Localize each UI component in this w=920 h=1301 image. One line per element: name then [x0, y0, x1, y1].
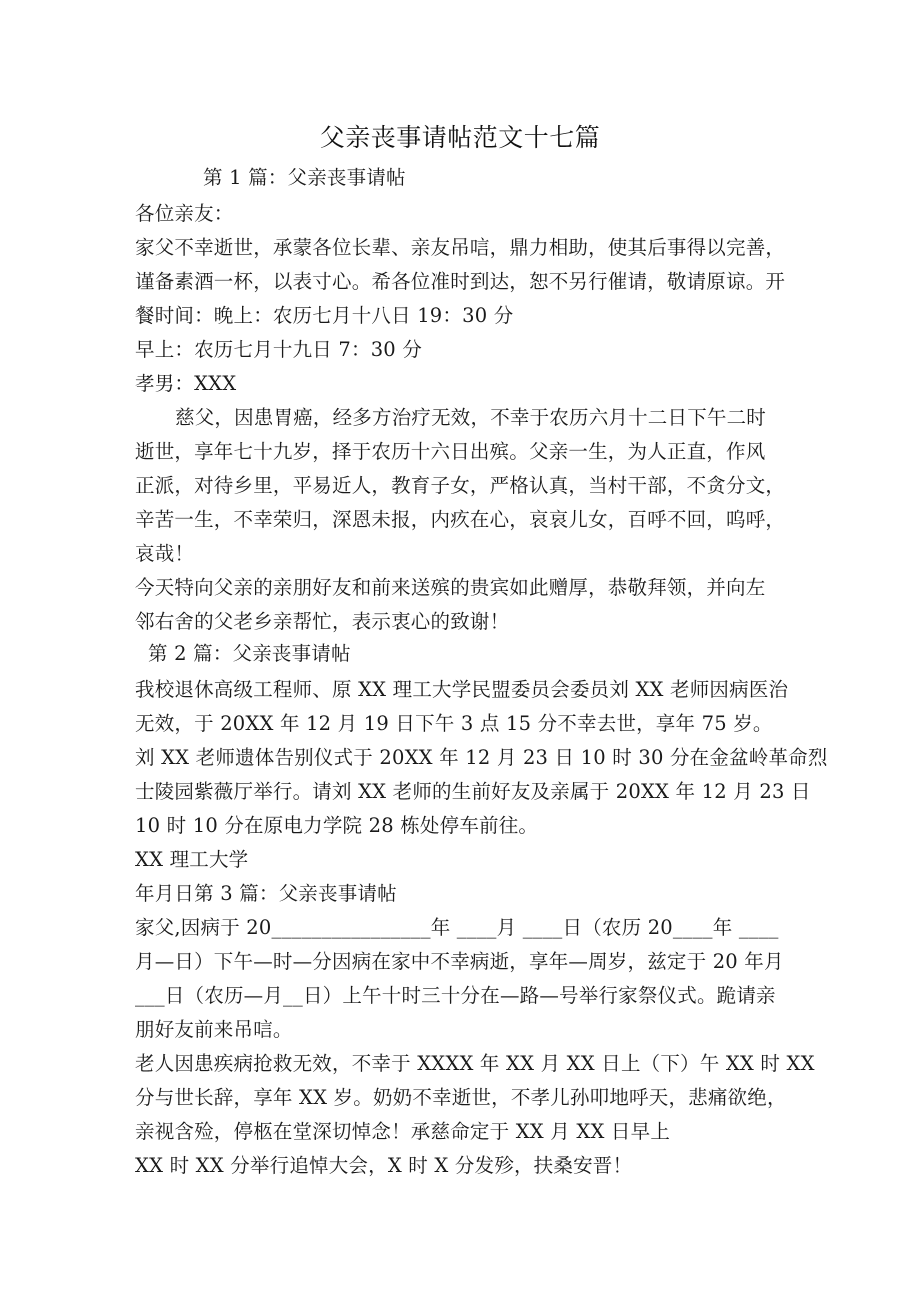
paragraph-line: 刘 XX 老师遗体告别仪式于 20XX 年 12 月 23 日 10 时 30 分在金盆岭革命烈: [135, 746, 828, 769]
paragraph-line: 逝世，享年七十九岁，择于农历十六日出殡。父亲一生，为人正直，作风: [135, 440, 766, 463]
paragraph-line: 老人因患疾病抢救无效，不幸于 XXXX 年 XX 月 XX 日上（下）午 XX 时 XX: [135, 1052, 815, 1075]
section-2-heading: 第 2 篇：父亲丧事请帖: [148, 642, 351, 665]
paragraph-line: 邻右舍的父老乡亲帮忙，表示衷心的致谢！: [135, 610, 510, 633]
paragraph-line: 家父不幸逝世，承蒙各位长辈、亲友吊唁，鼎力相助，使其后事得以完善，: [135, 236, 786, 259]
paragraph-line: 早上：农历七月十九日 7：30 分: [135, 338, 423, 361]
paragraph-line: 我校退休高级工程师、原 XX 理工大学民盟委员会委员刘 XX 老师因病医治: [135, 678, 789, 701]
paragraph-line: 家父,因病于 20________________年 ____月 ____日（农历 20____年 ____: [135, 916, 779, 939]
paragraph-line: ___日（农历—月__日）上午十时三十分在—路—号举行家祭仪式。跪请亲: [135, 984, 776, 1007]
paragraph-line: 亲视含殓，停柩在堂深切悼念！承慈命定于 XX 月 XX 日早上: [135, 1120, 671, 1143]
paragraph-line: 月—日）下午—时—分因病在家中不幸病逝，享年—周岁，兹定于 20 年月: [135, 950, 784, 973]
paragraph-line: 士陵园紫薇厅举行。请刘 XX 老师的生前好友及亲属于 20XX 年 12 月 23 日: [135, 780, 811, 803]
paragraph-line: 今天特向父亲的亲朋好友和前来送殡的贵宾如此赠厚，恭敬拜领，并向左: [135, 576, 766, 599]
paragraph-line: 分与世长辞，享年 XX 岁。奶奶不幸逝世，不孝儿孙叩地呼天，悲痛欲绝，: [135, 1086, 787, 1109]
paragraph-line: 辛苦一生，不幸荣归，深恩未报，内疚在心，哀哀儿女，百呼不回，呜呼，: [135, 508, 786, 531]
paragraph-line: 正派，对待乡里，平易近人，教育子女，严格认真，当村干部，不贪分文，: [135, 474, 786, 497]
salutation: 各位亲友：: [135, 202, 234, 225]
paragraph-line: 朋好友前来吊唁。: [135, 1018, 293, 1041]
document-title: 父亲丧事请帖范文十七篇: [319, 123, 601, 152]
paragraph-line: 无效，于 20XX 年 12 月 19 日下午 3 点 15 分不幸去世，享年 75 岁。: [135, 712, 773, 735]
paragraph-line: 哀哉！: [135, 542, 195, 565]
paragraph-line: XX 时 XX 分举行追悼大会，X 时 X 分发殄，扶桑安晋！: [135, 1154, 633, 1177]
paragraph-line: 慈父，因患胃癌，经多方治疗无效，不幸于农历六月十二日下午二时: [175, 406, 767, 429]
paragraph-line: 10 时 10 分在原电力学院 28 栋处停车前往。: [135, 814, 539, 837]
paragraph-line: XX 理工大学: [135, 848, 249, 871]
section-3-heading: 年月日第 3 篇：父亲丧事请帖: [135, 882, 397, 905]
paragraph-line: 孝男：XXX: [135, 372, 237, 395]
section-1-heading: 第 1 篇：父亲丧事请帖: [203, 166, 406, 189]
paragraph-line: 谨备素酒一杯，以表寸心。希各位准时到达，恕不另行催请，敬请原谅。开: [135, 270, 786, 293]
paragraph-line: 餐时间：晚上：农历七月十八日 19：30 分: [135, 304, 514, 327]
